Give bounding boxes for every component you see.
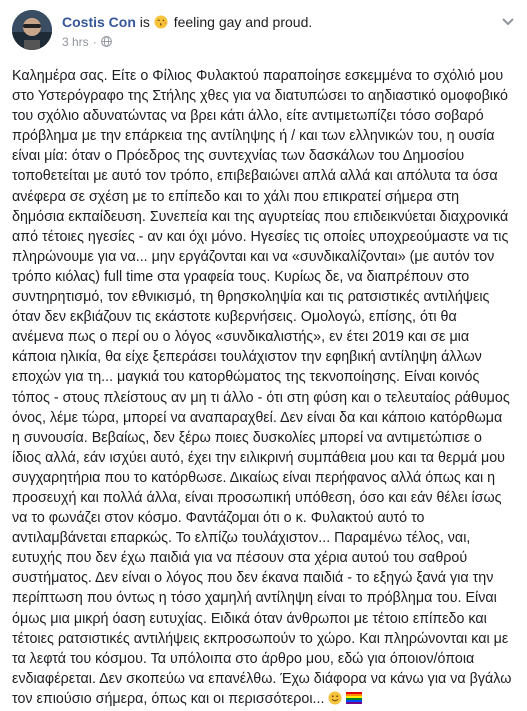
post-line: όνος, λέμε τώρα, μπορεί να αναπαραχθεί. Δεν είναι δα και κάποιο κατόρθωμα (12, 409, 503, 426)
post-line: περίπτωση που όντως η τόσο χαμηλή αντίληψη είναι το πρόβλημα του. Είναι (12, 590, 497, 607)
post-line: συστήματος. Δεν είναι ο λόγος που δεν έκανα παιδιά - το εξηγώ ξανά για την (12, 570, 494, 587)
post-line: όταν δεν εκβιάζουν τις εκάστοτε κυβερνήσεις. Ομολογώ, επίσης, ότι θα (12, 309, 457, 326)
post-line: τόπος - στους πλείστους αν μη τι άλλο - ότι στη φύση και ο τελευταίος ράθυμος (12, 389, 510, 406)
globe-icon[interactable] (101, 34, 112, 50)
post-line: όμως μια μικρή όαση ευτυχίας. Ειδικά όταν άνθρωποι με τέτοιο επίπεδο και (12, 610, 487, 627)
feeling-text[interactable]: feeling gay and proud. (173, 14, 313, 30)
smiley-face-icon (328, 691, 342, 711)
avatar[interactable] (12, 10, 52, 50)
meta-separator: · (92, 35, 97, 49)
post-line: τα λεφτά του κόσμου. Τα υπόλοιπα στο άρθρο μου, εδώ για όποιον/όποια (12, 650, 475, 667)
post-meta (62, 34, 112, 50)
post-line: από τέτοιες ηγεσίες - αν και όχι μόνο. Ηγεσίες τις οποίες υποχρεούμαστε να τις (12, 228, 509, 245)
chevron-down-icon[interactable] (501, 14, 515, 24)
post-line: Καλημέρα σας. Είτε ο Φίλιος Φυλακτού παραποίησε εσκεμμένα το σχόλιό μου (12, 68, 504, 84)
post-line: δημόσια εκπαίδευση. Συνεπεία και της αγυρτείας που επιδεικνύεται διαχρονικά (12, 208, 509, 225)
kissing-face-icon (154, 14, 174, 30)
post-line: εποχών για τη... μαγκιά του κατορθώματος της τεκνοποίησης. Είναι κοινός (12, 369, 480, 386)
post-line: αντιλαμβάνεται επαρκώς. Το ελπίζω τουλάχιστον... Παραμένω τέλος, ναι, (12, 530, 471, 547)
post-line: τρόπο κιόλας) full time στα γραφεία τους. Κυρίως δε, να διαπρέπουν στο (12, 268, 470, 285)
post-last-line (12, 689, 517, 711)
post-line: πρόβλημα με την επάρκεια της αντίληψης ή / και των ελληνικών του, η ουσία (12, 128, 495, 145)
post-line: ευτυχής που δεν έχω παιδιά για να πέσουν στα χέρια αυτού του σαθρού (12, 550, 468, 567)
post-line: του σχόλιο αδυνατώντας να βρει κάτι άλλο, είτε αντιμετωπίζει τόσο σοβαρό (12, 108, 484, 125)
post-line: τέτοιες ρατσιστικές αντιλήψεις εκπροσωπούν το χώρο. Και πληρώνονται και με (12, 630, 509, 647)
post-line: προσευχή και πολλά άλλα, είναι προσωπική υπόθεση, όσο και εάν θέλει ίσως (12, 489, 502, 506)
post-timestamp[interactable]: 3 hrs (62, 35, 89, 49)
post-line: είναι μία: όταν ο Πρόεδρος της συντεχνίας των δασκάλων του Δημοσίου (12, 148, 465, 165)
post-line: πληρώνουμε για να... μην εργάζονται και να «συνδικαλίζονται» (με αυτόν τον (12, 248, 495, 265)
post-line: ανέφερα σε σχέση με το επίπεδο και το χάλι που επικρατεί σήμερα στη (12, 188, 460, 205)
author-name[interactable]: Costis Con (62, 14, 136, 30)
post-line: τον επιούσιο σήμερα, όπως και οι περισσότεροι... (12, 690, 325, 707)
post-line: ίδιος αλλά, εάν ισχύει αυτό, έχει την ειλικρινή συμπάθεια μου και τα θερμά μου (12, 449, 505, 466)
post-line: συγχαρητήρια που το κατόρθωσε. Δικαίως είναι περήφανος αλλά όπως και η (12, 469, 496, 486)
post-header (62, 13, 312, 31)
rainbow-flag-icon (346, 691, 362, 711)
post-body (12, 66, 517, 711)
post-line: κάποια ηλικία, θα είχε ξεπεράσει τουλάχιστον την εφηβική αντίληψη άλλων (12, 349, 482, 366)
post-line: να το φωνάζει στον κόσμο. Φαντάζομαι ότι ο κ. Φυλακτού αυτό το (12, 510, 425, 527)
post-line: συντηρητισμό, τον εθνικισμό, τη θρησκοληψία και τις ρατσιστικές αντιλήψεις (12, 289, 490, 306)
post-line: ανέμενα πως ο περί ου ο λόγος «συνδικαλιστής», εν έτει 2019 και σε μια (12, 329, 470, 346)
post-line: ενδιαφέρεται. Δεν σκοπεύω να επανέλθω. Έχω διάφορα να κάνω για να βγάλω (12, 670, 512, 687)
post-line: τοποθετείται με αυτό τον τρόπο, επιβεβαιώνει απλά αλλά και απόλυτα τα όσα (12, 168, 498, 185)
post-line: η συνουσία. Βεβαίως, δεν ξέρω ποιες δυσκολίες μπορεί να αντιμετώπισε ο (12, 429, 482, 446)
post-line: στο Υστερόγραφο της Στήλης χθες για να διατυπώσει το αηδιαστικό ομοφοβικό (12, 88, 508, 105)
activity-connector: is (139, 14, 150, 30)
